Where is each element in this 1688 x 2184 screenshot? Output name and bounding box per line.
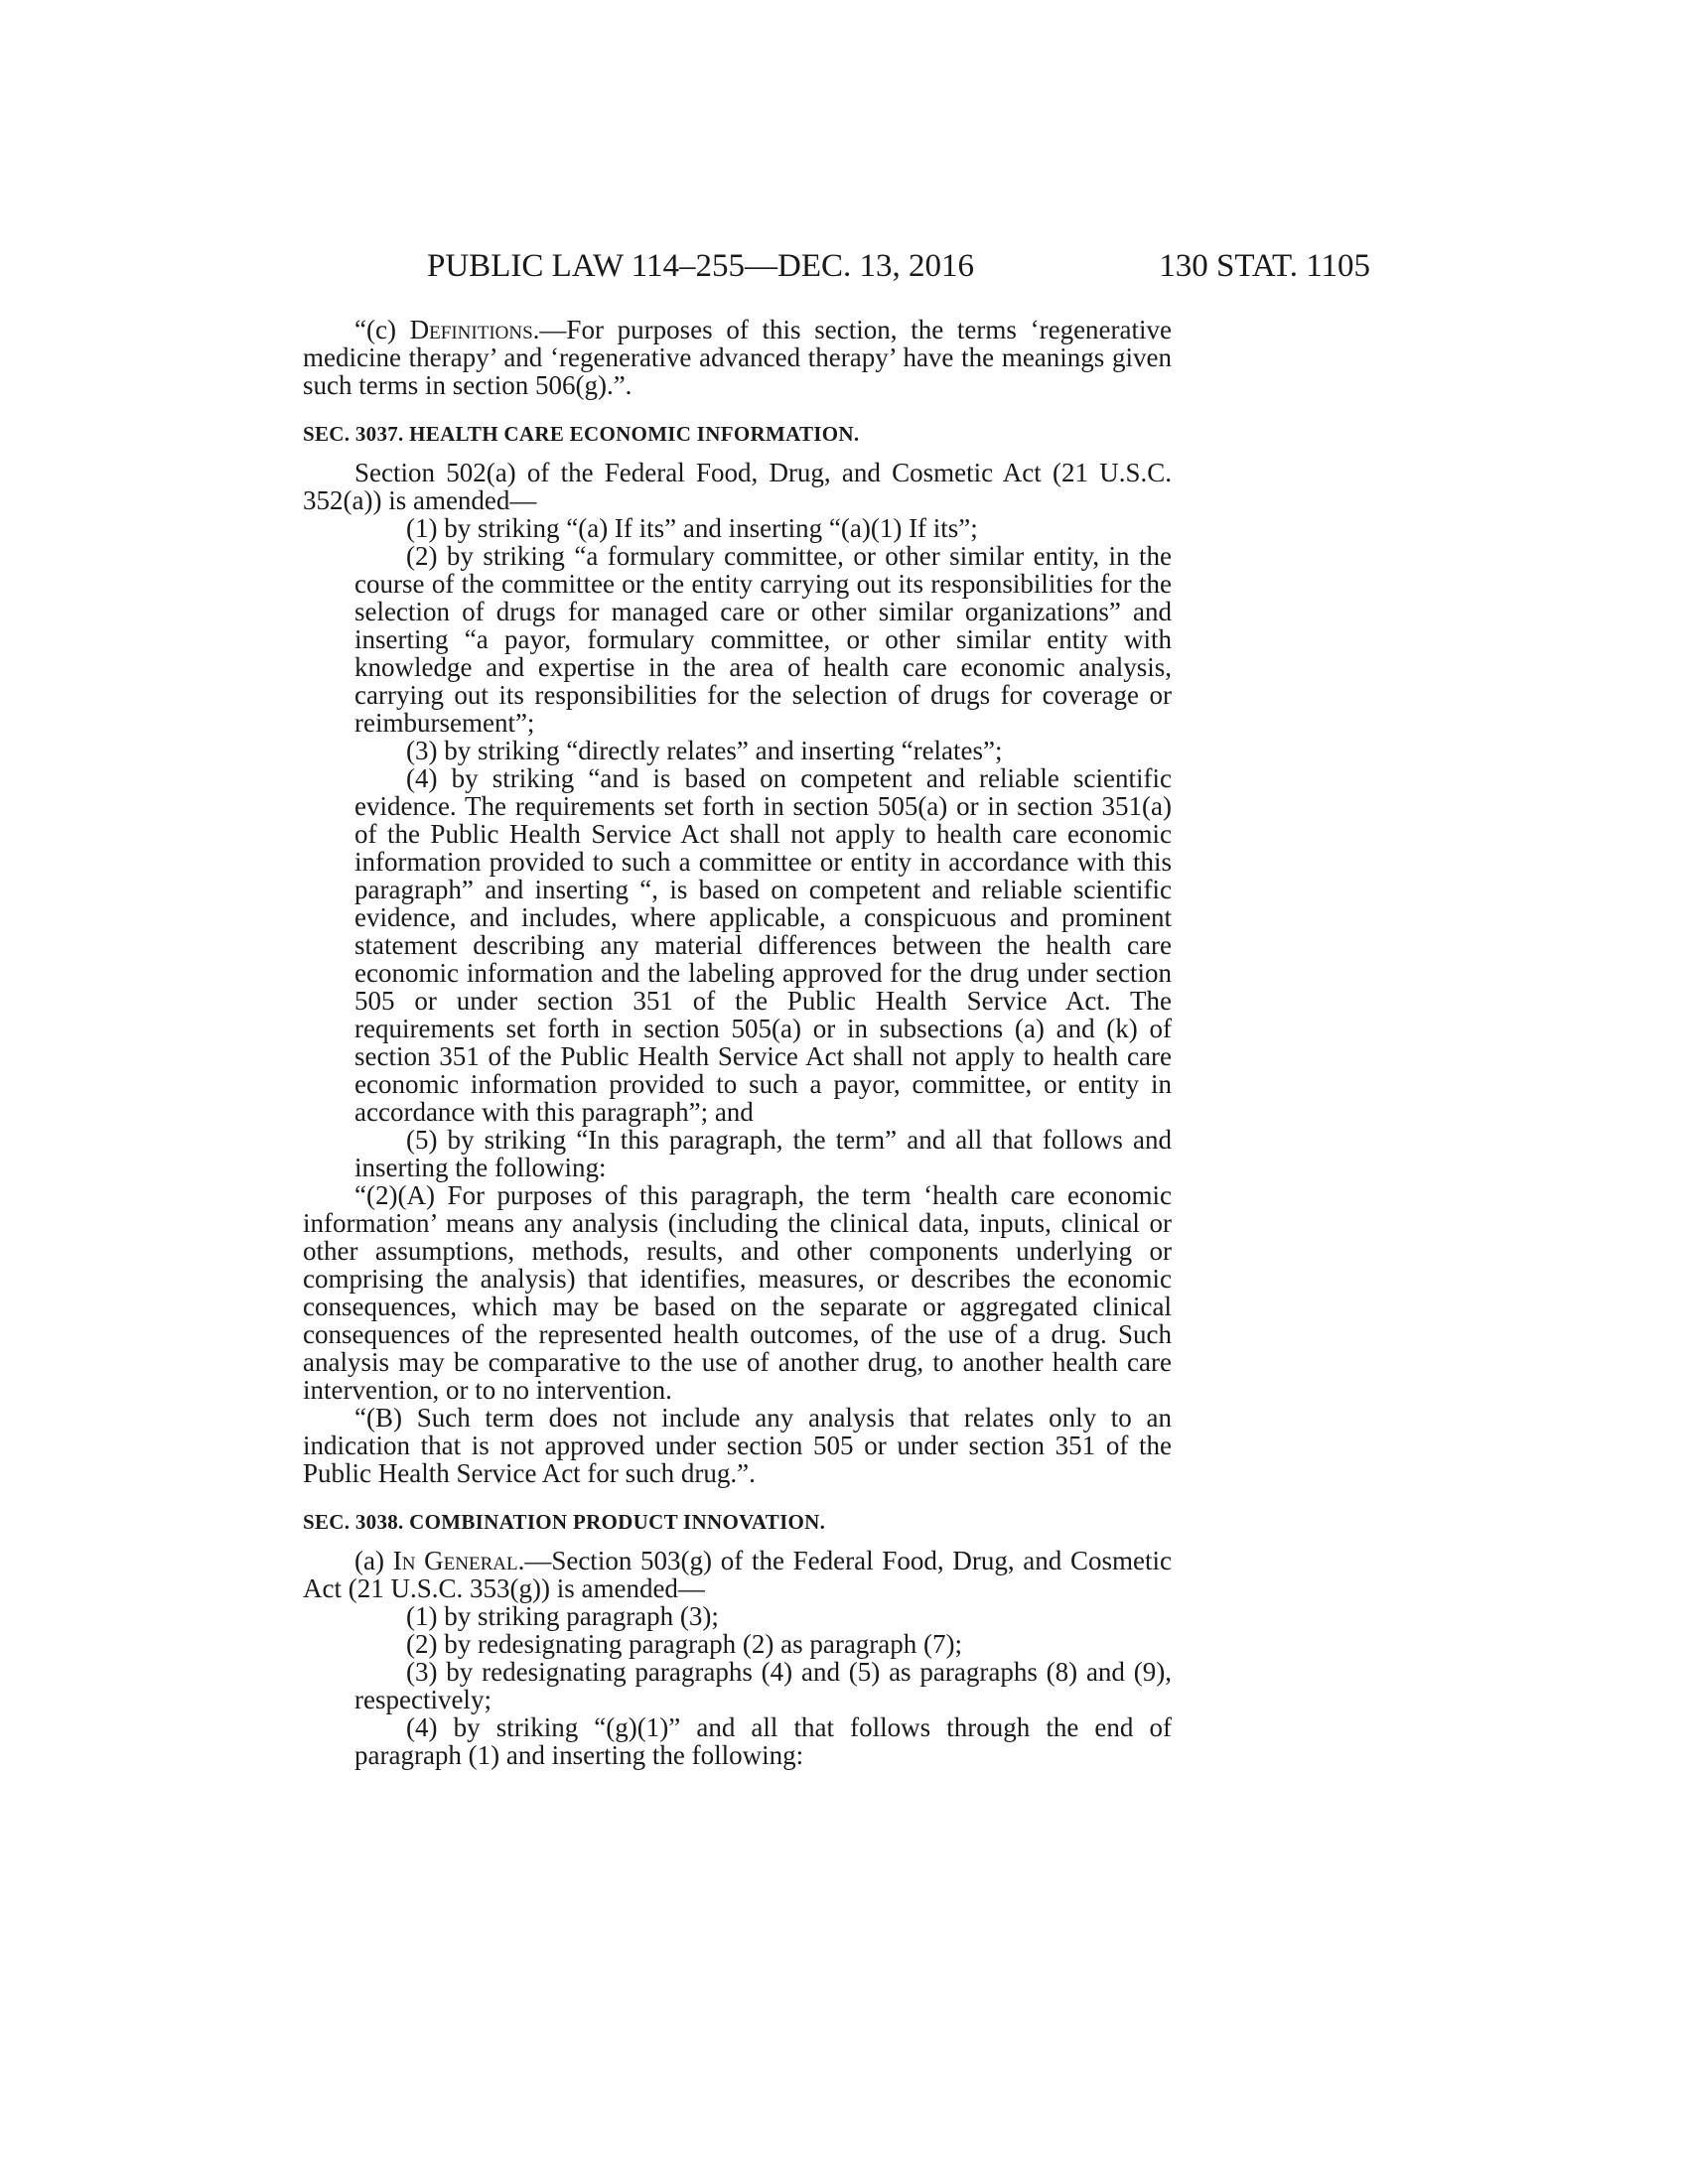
running-header — [303, 246, 1370, 286]
list-item: (4) by striking “(g)(1)” and all that follows through the end of paragraph (1) and inserting the following: — [354, 1712, 1172, 1770]
list-item: (2) by striking “a formulary committee, or other similar entity, in the course of the committee or the entity carrying out its responsibilities for the selection of drugs for managed care or other similar organizations” and inserting “a payor, formulary committee, or other similar entity with knowledge and expertise in the area of health care economic analysis, carrying out its responsibilities for the selection of drugs for coverage or reimbursement”; — [354, 541, 1172, 738]
header-title: PUBLIC LAW 114–255—DEC. 13, 2016 — [427, 248, 975, 284]
document-body — [303, 316, 1172, 1769]
list-item: (1) by striking paragraph (3); — [406, 1601, 719, 1631]
in-general-heading: In General — [392, 1546, 518, 1575]
list-item: (3) by redesignating paragraphs (4) and (5) as paragraphs (8) and (9), respectively; — [354, 1657, 1172, 1714]
section-3037-heading: SEC. 3037. HEALTH CARE ECONOMIC INFORMATION. — [303, 422, 860, 446]
quoted-paragraph-a: “(2)(A) For purposes of this paragraph, the term ‘health care economic information’ means any analysis (including the clinical data, inputs, clinical or other assumptions, methods, results, and other components underlying or comprising the analysis) that identifies, measures, or describes the economic consequences, which may be based on the separate or aggregated clinical consequences of the represented health outcomes, of the use of a drug. Such analysis may be comparative to the use of another drug, to another health care intervention, or to no intervention. — [303, 1180, 1172, 1405]
section-3038-intro: (a) In General.—Section 503(g) of the Federal Food, Drug, and Cosmetic Act (21 U.S.C. 353(g)) is amended— — [303, 1546, 1172, 1603]
header-stat-page: 130 STAT. 1105 — [1159, 248, 1370, 284]
list-item: (3) by striking “directly relates” and inserting “relates”; — [406, 736, 1003, 765]
section-3037-intro: Section 502(a) of the Federal Food, Drug, and Cosmetic Act (21 U.S.C. 352(a)) is amended— — [303, 458, 1172, 515]
list-item: (2) by redesignating paragraph (2) as paragraph (7); — [406, 1629, 963, 1659]
list-item: (5) by striking “In this paragraph, the term” and all that follows and inserting the following: — [354, 1125, 1172, 1182]
definitions-heading: Definitions — [409, 315, 533, 344]
quoted-paragraph-b: “(B) Such term does not include any analysis that relates only to an indication that is not approved under section 505 or under section 351 of the Public Health Service Act for such drug.”. — [303, 1403, 1172, 1488]
list-item: (1) by striking “(a) If its” and inserting “(a)(1) If its”; — [406, 513, 978, 543]
section-3038-heading: SEC. 3038. COMBINATION PRODUCT INNOVATION. — [303, 1510, 826, 1534]
list-item: (4) by striking “and is based on competent and reliable scientific evidence. The requirements set forth in section 505(a) or in section 351(a) of the Public Health Service Act shall not apply to health care economic information provided to such a committee or entity in accordance with this paragraph” and inserting “, is based on competent and reliable scientific evidence, and includes, where applicable, a conspicuous and prominent statement describing any material differences between the health care economic information and the labeling approved for the drug under section 505 or under section 351 of the Public Health Service Act. The requirements set forth in section 505(a) or in subsections (a) and (k) of section 351 of the Public Health Service Act shall not apply to health care economic information provided to such a payor, committee, or entity in accordance with this paragraph”; and — [354, 763, 1172, 1127]
definitions-paragraph: “(c) Definitions.—For purposes of this section, the terms ‘regenerative medicine therapy’ and ‘regenerative advanced therapy’ have the meanings given such terms in section 506(g).”. — [303, 315, 1173, 400]
